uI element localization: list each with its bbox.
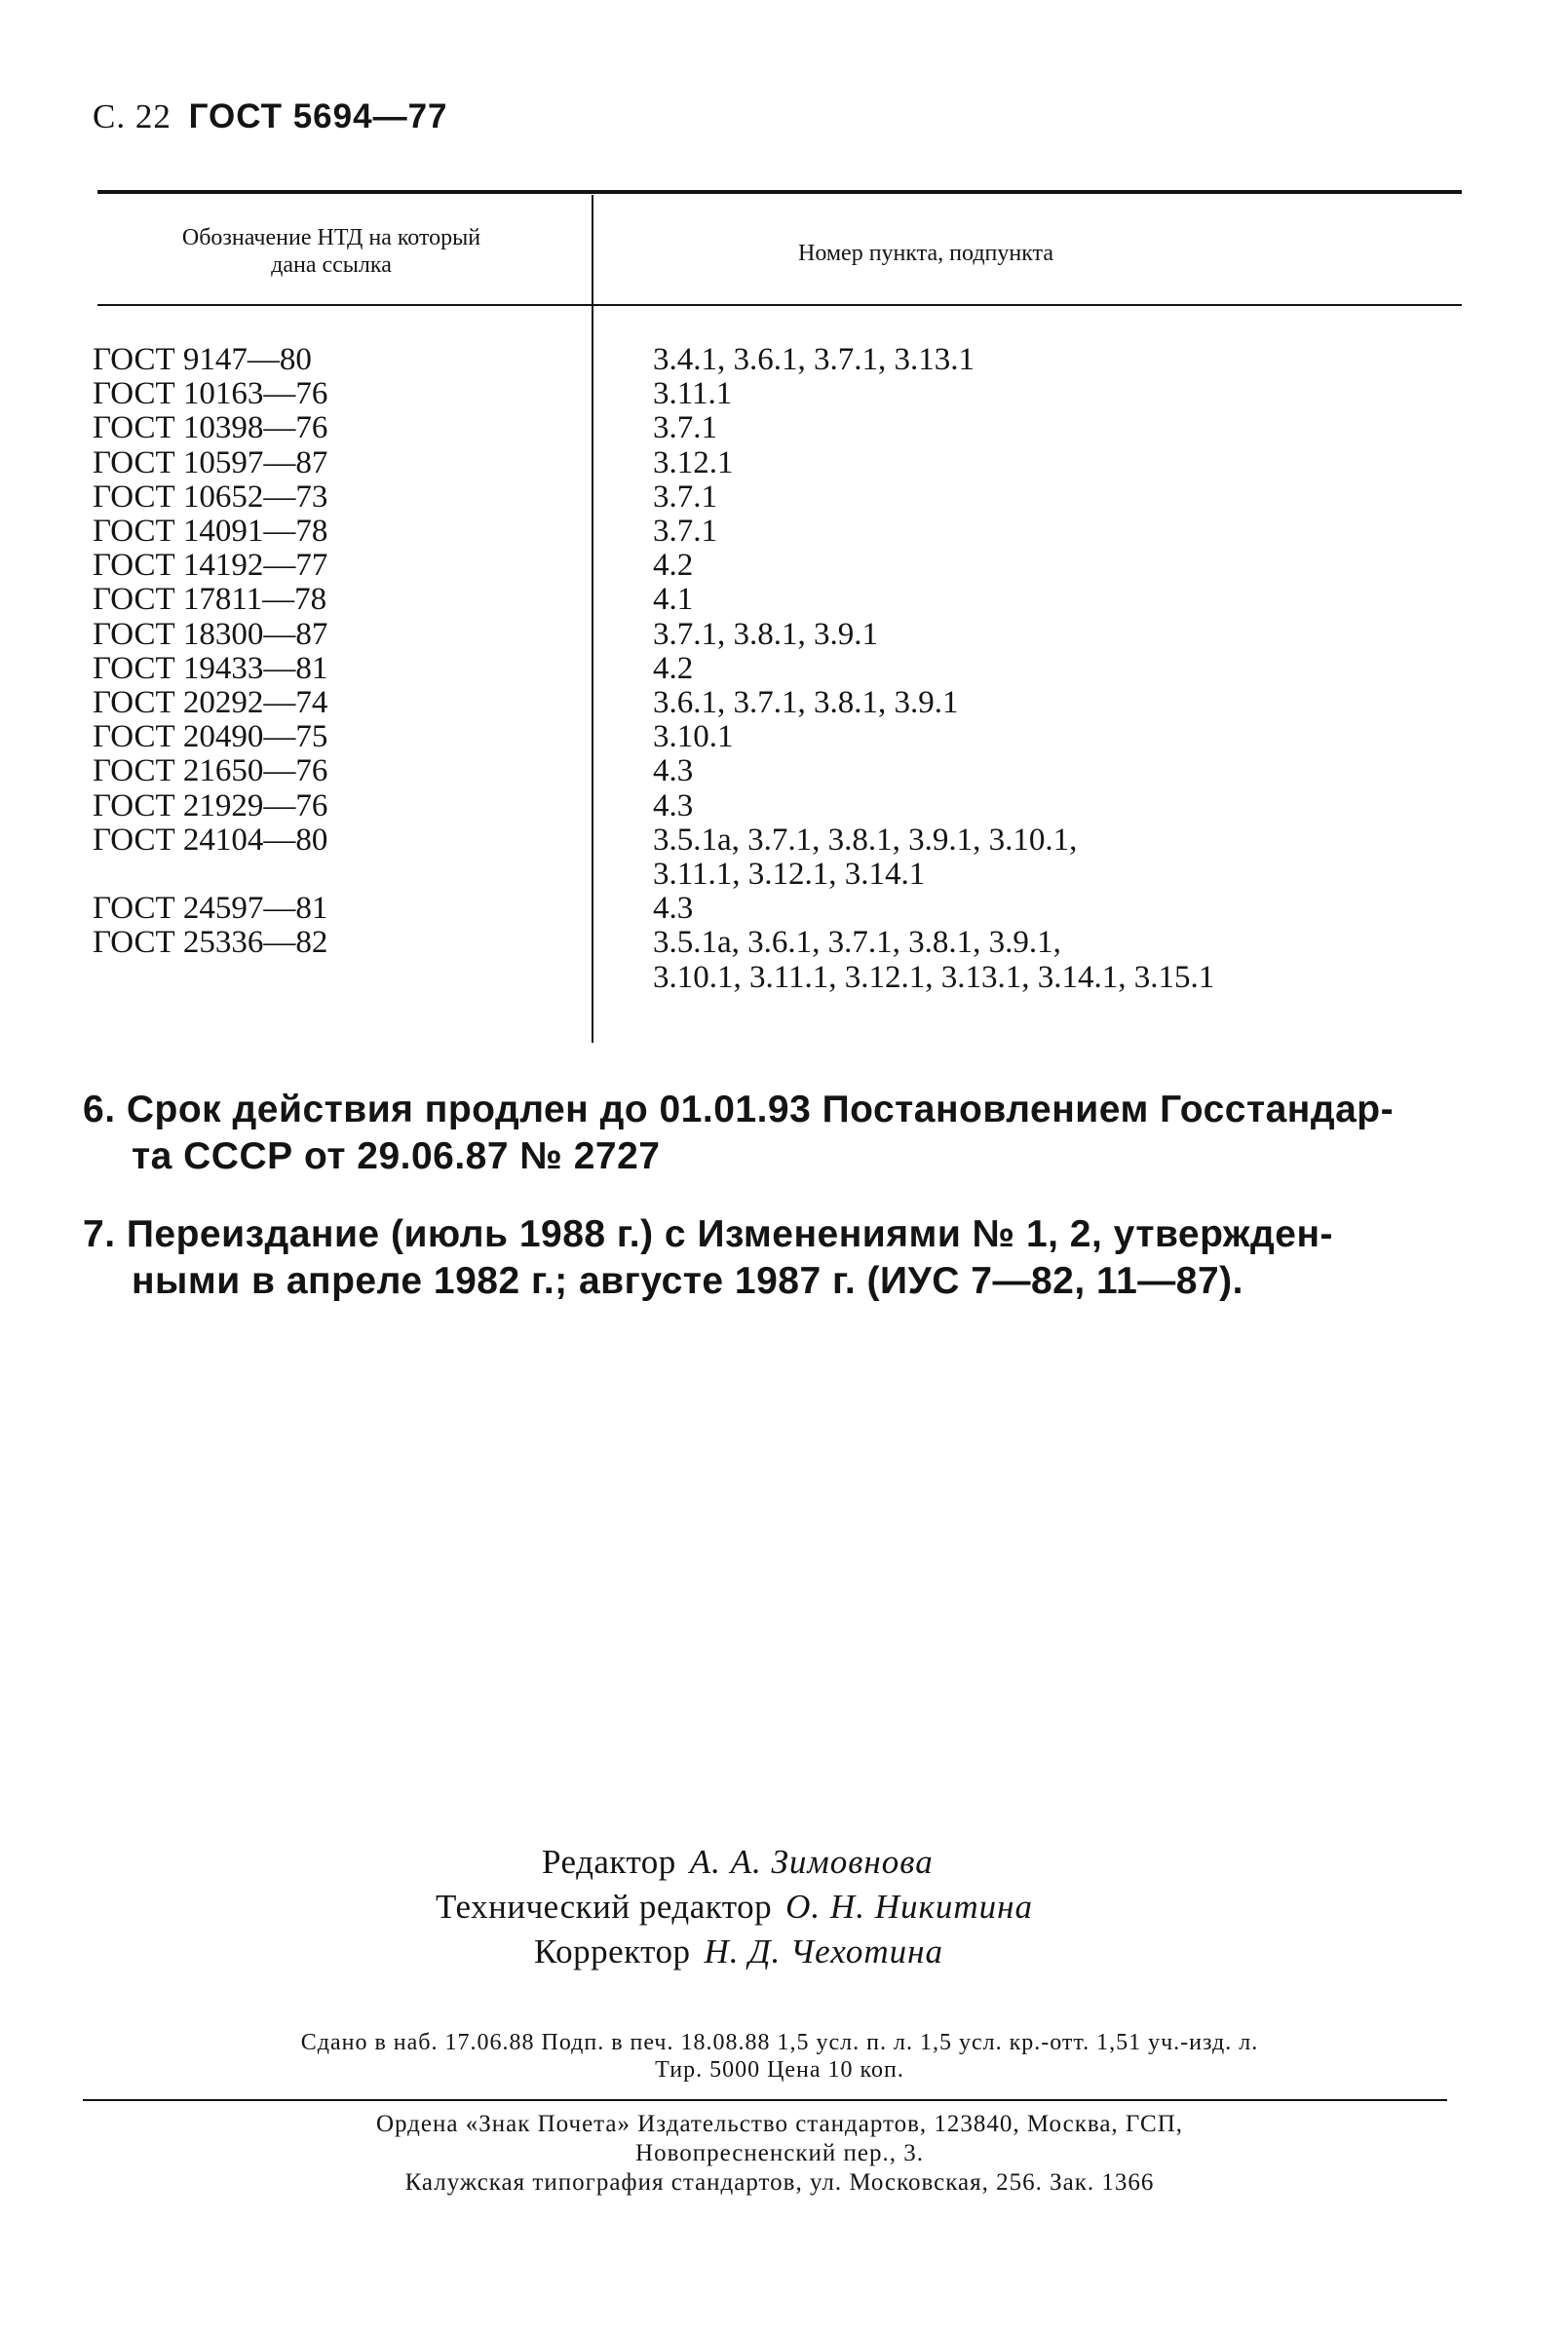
- clause-line: 3.10.1: [653, 719, 734, 755]
- clause-line: 3.7.1: [653, 514, 717, 550]
- clause-numbers: [653, 789, 1476, 823]
- referenced-standard: ГОСТ 14091—78: [93, 514, 328, 550]
- clause-line: 3.12.1: [653, 444, 734, 480]
- tech-editor-name: О. Н. Никитина: [785, 1888, 1033, 1926]
- clause-numbers: [653, 343, 1476, 377]
- clause-line: 3.4.1, 3.6.1, 3.7.1, 3.13.1: [653, 342, 975, 377]
- clause-line: 4.1: [653, 582, 694, 618]
- clause-numbers: [653, 515, 1476, 549]
- note-6-line: 6. Срок действия продлен до 01.01.93 Постановлением Госстандар-: [83, 1089, 1395, 1130]
- column-header-document-line: Обозначение НТД на который: [181, 225, 481, 250]
- table-row: [93, 515, 1476, 549]
- table-row: [93, 411, 1476, 445]
- column-header-document-line: дана ссылка: [271, 252, 392, 278]
- editor-name: А. А. Зимовнова: [689, 1843, 934, 1881]
- column-header-clause: Номер пункта, подпункта: [797, 241, 1053, 266]
- table-row: [93, 446, 1476, 480]
- clause-numbers: [653, 720, 1476, 754]
- note-6: [83, 1087, 1447, 1180]
- imprint-line: Тир. 5000 Цена 10 коп.: [655, 2057, 904, 2083]
- imprint-line: Сдано в наб. 17.06.88 Подп. в печ. 18.08.88 1,5 усл. п. л. 1,5 усл. кр.-отт. 1,51 уч.-изд. л.: [300, 2030, 1259, 2055]
- referenced-standard: ГОСТ 25336—82: [93, 925, 328, 961]
- column-header-document: [97, 224, 565, 279]
- table-row: [93, 926, 1476, 994]
- clause-line: 3.6.1, 3.7.1, 3.8.1, 3.9.1: [653, 685, 959, 721]
- proofreader-name: Н. Д. Чехотина: [704, 1932, 944, 1971]
- clause-numbers: [653, 377, 1476, 411]
- referenced-standard: ГОСТ 19433—81: [93, 650, 328, 686]
- referenced-standard: ГОСТ 21650—76: [93, 753, 328, 789]
- proofreader-credit: [534, 1930, 1568, 1974]
- print-imprint: [88, 2029, 1472, 2084]
- table-row: [93, 652, 1476, 686]
- tech-editor-role: Технический редактор: [436, 1888, 773, 1926]
- clause-line: 4.2: [653, 548, 694, 584]
- clause-numbers: [653, 823, 1476, 892]
- table-top-rule: [97, 190, 1462, 194]
- clause-line: 3.7.1: [653, 410, 717, 446]
- referenced-standard: ГОСТ 20490—75: [93, 719, 328, 755]
- note-7-line: ными в апреле 1982 г.; августе 1987 г. (ИУС 7—82, 11—87).: [132, 1260, 1243, 1302]
- referenced-standard: ГОСТ 10597—87: [93, 444, 328, 480]
- clause-line: 3.11.1, 3.12.1, 3.14.1: [653, 857, 926, 893]
- clause-numbers: [653, 618, 1476, 652]
- tech-editor-credit: [436, 1885, 1568, 1930]
- referenced-standard: ГОСТ 21929—76: [93, 787, 328, 823]
- referenced-standard: ГОСТ 18300—87: [93, 616, 328, 652]
- table-row: [93, 754, 1476, 788]
- standard-designation: ГОСТ 5694—77: [188, 97, 448, 135]
- clause-line: 3.7.1: [653, 478, 717, 515]
- note-6-line: та СССР от 29.06.87 № 2727: [132, 1135, 661, 1177]
- referenced-standard: ГОСТ 10398—76: [93, 410, 328, 446]
- table-row: [93, 343, 1476, 377]
- publisher-line: Ордена «Знак Почета» Издательство стандартов, 123840, Москва, ГСП,: [375, 2111, 1184, 2137]
- clause-numbers: [653, 686, 1476, 720]
- table-row: [93, 686, 1476, 720]
- clause-line: 4.3: [653, 787, 694, 823]
- clause-numbers: [653, 446, 1476, 480]
- clause-line: 4.3: [653, 891, 694, 927]
- note-7: [83, 1211, 1447, 1305]
- clause-line: 3.5.1а, 3.7.1, 3.8.1, 3.9.1, 3.10.1,: [653, 822, 1078, 858]
- referenced-standard: ГОСТ 9147—80: [93, 342, 312, 377]
- table-row: [93, 720, 1476, 754]
- table-row: [93, 618, 1476, 652]
- table-row: [93, 892, 1476, 926]
- clause-numbers: [653, 480, 1476, 515]
- editor-credit: [542, 1840, 1568, 1885]
- credits-block: [0, 1840, 1568, 1974]
- clause-line: 4.2: [653, 650, 694, 686]
- clause-line: 3.10.1, 3.11.1, 3.12.1, 3.13.1, 3.14.1, 3.15.1: [653, 959, 1215, 995]
- table-row: [93, 549, 1476, 583]
- clause-line: 3.7.1, 3.8.1, 3.9.1: [653, 616, 878, 652]
- publisher-line: Новопресненский пер., 3.: [635, 2140, 924, 2166]
- referenced-standard: ГОСТ 24597—81: [93, 891, 328, 927]
- clause-numbers: [653, 926, 1476, 994]
- clause-numbers: [653, 583, 1476, 617]
- clause-numbers: [653, 652, 1476, 686]
- referenced-standard: ГОСТ 14192—77: [93, 548, 328, 584]
- clause-line: 3.11.1: [653, 376, 733, 412]
- reference-table-body: [93, 343, 1476, 995]
- referenced-standard: ГОСТ 24104—80: [93, 822, 328, 858]
- note-7-line: 7. Переиздание (июль 1988 г.) с Изменениями № 1, 2, утвержден-: [83, 1213, 1334, 1255]
- referenced-standard: ГОСТ 17811—78: [93, 582, 327, 618]
- table-row: [93, 480, 1476, 515]
- clause-line: 3.5.1а, 3.6.1, 3.7.1, 3.8.1, 3.9.1,: [653, 925, 1061, 961]
- table-row: [93, 789, 1476, 823]
- publisher-block: [88, 2110, 1472, 2198]
- table-row: [93, 823, 1476, 892]
- clause-numbers: [653, 411, 1476, 445]
- clause-numbers: [653, 549, 1476, 583]
- proofreader-role: Корректор: [534, 1932, 691, 1971]
- page-header: [93, 97, 448, 136]
- table-header-rule: [97, 304, 1462, 306]
- referenced-standard: ГОСТ 10163—76: [93, 376, 328, 412]
- table-row: [93, 583, 1476, 617]
- clause-line: 4.3: [653, 753, 694, 789]
- clause-numbers: [653, 754, 1476, 788]
- imprint-rule: [83, 2099, 1447, 2101]
- table-row: [93, 377, 1476, 411]
- referenced-standard: ГОСТ 20292—74: [93, 685, 328, 721]
- clause-numbers: [653, 892, 1476, 926]
- publisher-line: Калужская типография стандартов, ул. Московская, 256. Зак. 1366: [404, 2169, 1155, 2196]
- editor-role: Редактор: [542, 1843, 676, 1881]
- referenced-standard: ГОСТ 10652—73: [93, 478, 328, 515]
- page-number: С. 22: [93, 97, 172, 135]
